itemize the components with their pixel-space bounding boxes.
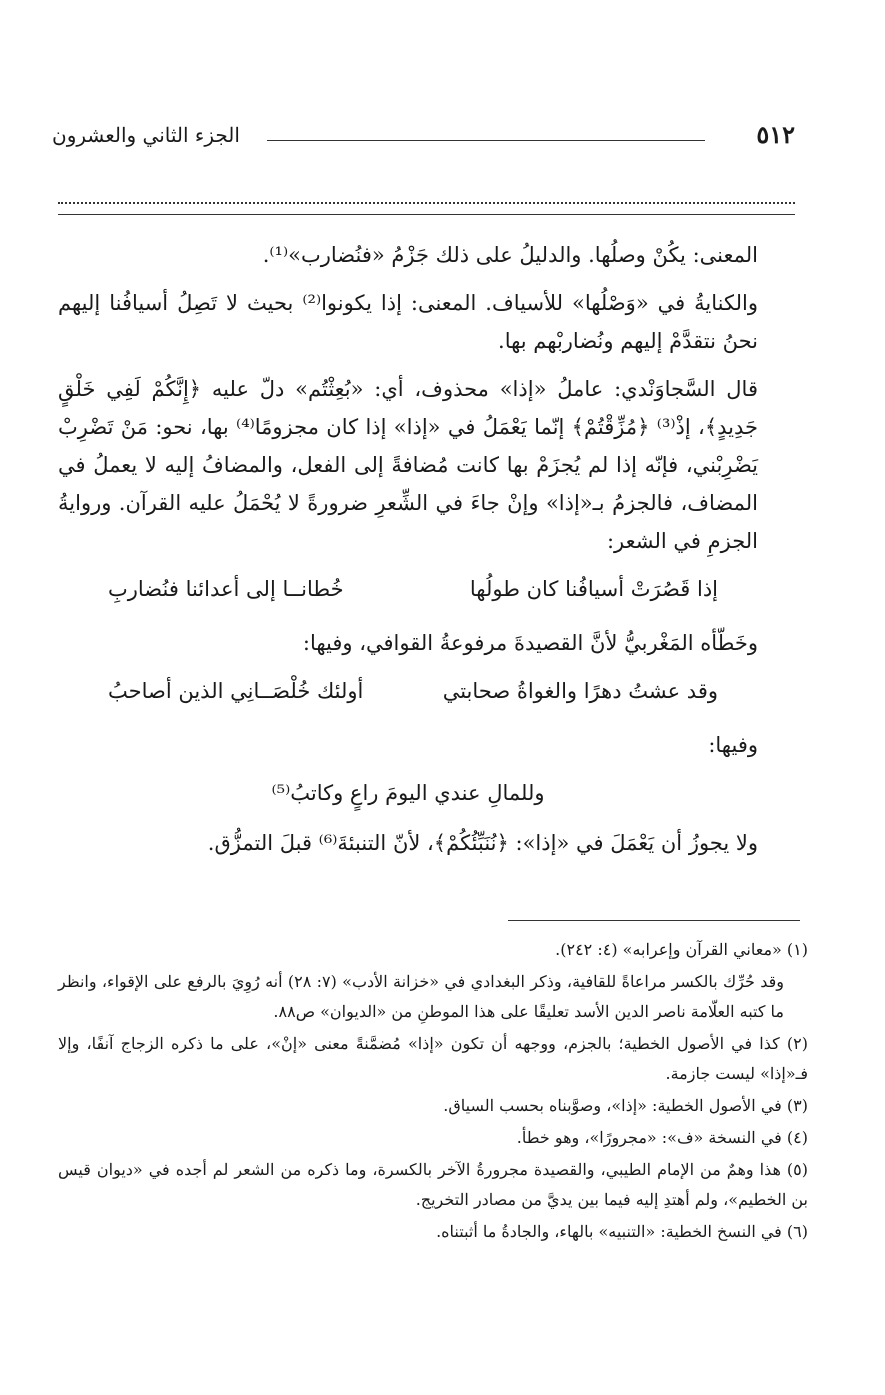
footnote: (٦) في النسخ الخطية: «التنبيه» بالهاء، والجادةُ ما أثبتناه.: [436, 1222, 808, 1241]
footnote: (١) «معاني القرآن وإعرابه» (٤: ٢٤٢).: [555, 940, 808, 959]
footnote-continuation: وقد حُرِّك بالكسر مراعاةً للقافية، وذكر البغدادي في «خزانة الأدب» (٧: ٢٨) أنه رُوِيَ بالرفع على الإقواء، وانظر ما كتبه العلّامة ناصر الدين الأسد تعليقًا على هذا الموطنِ من «الديوان» ص٨٨.: [58, 972, 784, 1021]
footnote-rule: [508, 920, 800, 921]
header-rule: [267, 140, 705, 141]
verse-hemistich: أولئك خُلْصَــانِي الذين أصاحبُ: [108, 679, 364, 703]
footnotes: [58, 935, 808, 1249]
paragraph: وفيها:: [708, 733, 758, 757]
page-number: ٥١٢: [756, 120, 795, 149]
paragraph: قال السَّجاوَنْدي: عاملُ «إذا» محذوف، أي: «بُعِثْتُم» دلّ عليه ﴿إِنَّكُمْ لَفِي خَلْقٍ جَدِيدٍ﴾، إذْ⁽³⁾ ﴿مُزِّقْتُمْ﴾ إنّما يَعْمَلُ في «إذا» إذا كان مجزومًا⁽⁴⁾ بها، نحو: مَنْ تَضْرِبْ يَضْرِبْني، فإنّه إذا لم يُجزَمْ بها كانت مُضافةً إلى الفعل، والمضافُ إليه لا يعملُ في المضاف، فالجزمُ بـ«إذا» وإنْ جاءَ في الشِّعرِ ضرورةً لا يُحْمَلُ عليه القرآن. وروايةُ الجزمِ في الشعر:: [58, 377, 758, 553]
verse-hemistich: خُطانــا إلى أعدائنا فنُضاربِ: [108, 577, 344, 601]
verse-line: وللمالِ عندي اليومَ راعٍ وكاتبُ⁽⁵⁾: [271, 781, 545, 805]
verse-line: [108, 570, 718, 608]
footnote: (٤) في النسخة «ف»: «مجرورًا»، وهو خطأ.: [516, 1128, 808, 1147]
paragraph: ولا يجوزُ أن يَعْمَلَ في «إذا»: ﴿نُنَبِّئُكُمْ﴾، لأنّ التنبئةَ⁽⁶⁾ قبلَ التمزُّق.: [207, 831, 758, 855]
paragraph: المعنى: يكُنْ وصلُها. والدليلُ على ذلك جَزْمُ «فنُضارب»⁽¹⁾.: [262, 243, 758, 267]
footnote: (٥) هذا وهمٌ من الإمام الطيبي، والقصيدة مجرورةُ الآخر بالكسرة، وما ذكره من الشعر لم أجده في «ديوان قيس بن الخطيم»، ولم أهتدِ إليه فيما بين يديَّ من مصادر التخريج.: [58, 1160, 808, 1209]
running-header: [52, 118, 795, 152]
dotted-divider: [58, 202, 795, 204]
verse-hemistich: وقد عشتُ دهرًا والغواةُ صحابتي: [442, 679, 718, 703]
verse-hemistich: إذا قَصُرَتْ أسيافُنا كان طولُها: [469, 577, 718, 601]
footnote: (٢) كذا في الأصول الخطية؛ بالجزم، ووجهه أن تكون «إذا» مُضمَّنةً معنى «إنْ»، على ما ذكره الزجاج آنفًا، وإلا فـ«إذا» ليست جازمة.: [58, 1034, 808, 1083]
running-title: الجزء الثاني والعشرون: [52, 123, 240, 147]
footnote: (٣) في الأصول الخطية: «إذا»، وصوَّبناه بحسب السياق.: [443, 1096, 808, 1115]
paragraph: والكنايةُ في «وَصْلُها» للأسياف. المعنى: إذا يكونوا⁽²⁾ بحيث لا تَصِلُ أسيافُنا إليهم نحنُ نتقدَّمْ إليهم ونُضاربْهم بها.: [58, 291, 758, 353]
main-text: [58, 236, 758, 872]
paragraph: وخَطّأه المَغْربيُّ لأنَّ القصيدةَ مرفوعةُ القوافي، وفيها:: [302, 631, 758, 655]
verse-line: [108, 672, 718, 710]
solid-divider: [58, 214, 795, 215]
